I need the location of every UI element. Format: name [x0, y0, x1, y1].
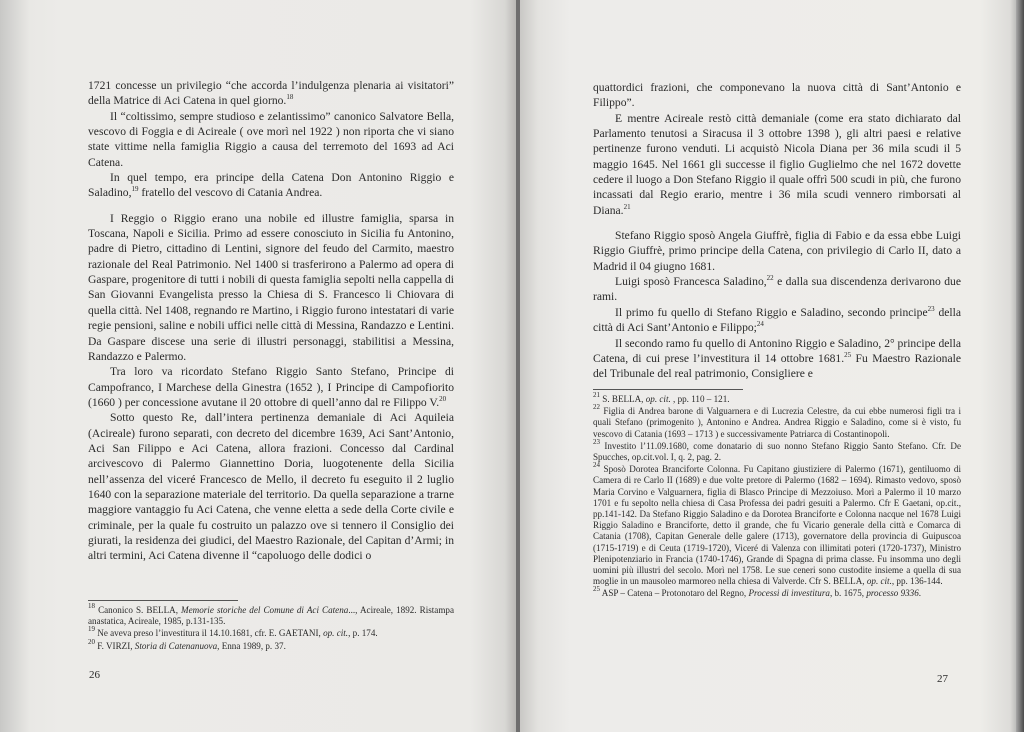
footnote	[88, 625, 454, 639]
right-body-text	[593, 80, 961, 382]
italic-title: Memorie storiche del Comune di Aci Catena	[181, 605, 349, 615]
note-ref: 21	[593, 391, 600, 399]
paragraph	[593, 111, 961, 218]
text-run: quattordici frazioni, che componevano la nuova città di Sant’Antonio e Filippo”.	[593, 81, 961, 110]
text-run: Figlia di Andrea barone di Valguarnera e di Lucrezia Celestre, da cui ebbe numerosi figli tra i quali Stefano (primogenito ), Antonino e Andrea. Andrea Riggio e Saladino, come si è visto, fu vescovo di Catania (1693 – 1713 ) e successivamente Patriarca di Costantinopoli.	[593, 406, 961, 439]
text-run: .	[918, 588, 922, 599]
note-ref: 23	[593, 437, 600, 446]
italic-title: Storia di Catenanuova	[134, 640, 218, 651]
text-run: , Enna 1989, p. 37.	[217, 640, 286, 651]
paragraph	[88, 109, 454, 170]
text-run: Luigi sposò Francesca Saladino,	[615, 275, 767, 289]
right-page	[520, 0, 1016, 732]
text-run: Investito l’11.09.1680, come donatario di suo nonno Stefano Riggio Santo Stefano. Cfr. De Spucches, op.cit.vol. I, q. 2, pag. 2.	[593, 440, 961, 463]
text-run: Fu Maestro Razionale del Tribunale del real patrimonio, Consigliere e	[593, 351, 961, 381]
paragraph	[88, 364, 454, 410]
note-ref: 23	[927, 304, 935, 313]
italic-title: processo 9336	[866, 588, 919, 599]
text-run: e dalla sua discendenza derivarono due rami.	[593, 275, 961, 304]
text-run: I Reggio o Riggio erano una nobile ed illustre famiglia, sparsa in Toscana, Napoli e Sicilia. Primo ad essere conosciuto in Sicilia fu Antonino, padre di Pietro, cittadino di Lentini, signore del feudo del Carmito, maestro razionale del Real Patrimonio. Nel 1400 si trasferirono a Palermo ad opera di Gaspare, progenitore di tutti i nobili di questa famiglia sepolti nella cappella di San Giovanni Evangelista presso la Chiesa di S. Francesco li Chiovara di quella città. Nel 1408, regnando re Martino, i Riggio furono intestatari di varie regie pensioni, saline e nobili uffici nelle città di Messina, Randazzo e Lentini. Da Gaspare discese una serie di illustri personaggi, stabilitisi a Messina, Randazzo e Palermo.	[88, 211, 454, 363]
page-number-right: 27	[937, 673, 948, 685]
text-run: E mentre Acireale restò città demaniale (come era stato dichiarato dal Parlamento tenutosi a Siracusa il 3 ottobre 1398 ), gli altri paesi e relative pertinenze furono venduti. Li acquistò Nicola Diana per 36 mila scudi il 5 maggio 1645. Nel 1661 gli successe il figlio Guglielmo che nel 1672 dovette cedere il luogo a Don Stefano Riggio il quale offrì 500 scudi in più, che furono incassati dal Regio erario, mentre i 36 mila scudi vennero rimborsati al Diana.	[593, 111, 961, 217]
text-run: , b. 1675,	[829, 588, 867, 599]
text-run: Sposò Dorotea Branciforte Colonna. Fu Capitano giustiziere di Palermo (1671), gentiluomo di Camera di re Carlo II (1689) e due volte pretore di Palermo (1682 – 1694). Rimasto vedovo, sposò Maria Corvino e Valguarnera, figlia di Blasco Principe di Mezzoiuso. Morì a Palermo il 10 marzo 1701 e fu sepolto nella chiesa di Casa Professa dei padri gesuiti a Palermo. Cfr E Gaetani, op.cit., pp.141-142. Da Stefano Riggio Saladino e da Dorotea Branciforte e Colonna nacque nel 1678 Luigi Riggio Saladino e Branciforte, detto il grande, che fu Vicario generale della città e Comarca di Catania (1708), Capitan Generale delle galere (1713), governatore della provincia di Guipuscoa (1715-1719) e di Ceuta (1719-1720), Viceré di Valenza con illimitati poteri (1720-1737), Ministro Plenipotenziario in Francia (1740-1746), Grande di Spagna di prima classe. Fu insomma uno degli uomini più illustri del secolo. Morì nel 1758. Le sue ceneri sono custodite insieme a quella di sua moglie in un mausoleo marmoreo nella chiesa di Valverde. Cfr S. BELLA,	[593, 464, 961, 587]
text-run: Tra loro va ricordato Stefano Riggio Santo Stefano, Principe di Campofranco, I Marchese della Ginestra (1652 ), I Principe di Campofiorito (1660 ) per concessione avutane il 20 ottobre di quell’anno dal re Filippo V.	[88, 365, 454, 409]
text-run: , pp. 136-144.	[891, 576, 943, 587]
text-run: Il “coltissimo, sempre studioso e zelantissimo” canonico Salvatore Bella, vescovo di Foggia e di Acireale ( ove morì nel 1922 ) non riporta che vi siano state vittime nella famiglia Riggio a causa del terremoto del 1693 ad Aci Catena.	[88, 109, 454, 169]
left-body-text	[88, 78, 454, 564]
paragraph	[593, 228, 961, 274]
note-ref: 24	[756, 320, 764, 329]
right-footnotes	[593, 389, 961, 601]
paragraph	[88, 410, 454, 563]
text-run: 1721 concesse un privilegio “che accorda l’indulgenza plenaria ai visitatori” della Matrice di Aci Catena in quel giorno.	[88, 79, 454, 108]
note-ref: 22	[593, 403, 600, 412]
italic-title: Processi di investitura	[748, 588, 830, 599]
text-run: Il secondo ramo fu quello di Antonino Riggio e Saladino, 2° principe della Catena, di cui prese l’investitura il 14 ottobre 1681.	[593, 336, 961, 365]
right-footnote-list	[593, 391, 961, 600]
page-number-left: 26	[89, 669, 100, 681]
footnote	[593, 585, 961, 599]
left-footnote-list	[88, 602, 454, 652]
footnote-rule	[88, 600, 238, 601]
note-ref: 22	[766, 274, 774, 283]
page-edge	[1016, 0, 1024, 732]
paragraph	[593, 336, 961, 382]
paragraph	[88, 78, 454, 109]
note-ref: 19	[131, 185, 139, 194]
footnote	[88, 602, 454, 627]
footnote	[593, 391, 961, 405]
text-run: Stefano Riggio sposò Angela Giuffrè, figlia di Fabio e da essa ebbe Luigi Riggio Giuffrè, primo principe della Catena, con privilegio di Carlo II, dato a Madrid il 04 giugno 1681.	[593, 229, 961, 273]
italic-title: op. cit.	[323, 628, 349, 639]
note-ref: 24	[593, 461, 600, 470]
text-run: In quel tempo, era principe della Catena Don Antonino Riggio e Saladino,	[88, 171, 454, 200]
text-run: ..., Acireale, 1892. Ristampa anastatica, Acireale, 1985, p.131-135.	[88, 605, 454, 627]
text-run: , pp. 110 – 121.	[670, 394, 730, 404]
note-ref: 20	[439, 394, 447, 403]
note-ref: 21	[623, 202, 631, 211]
italic-title: op. cit.	[866, 576, 892, 587]
footnote-rule	[593, 389, 743, 390]
text-run: della città di Aci Sant’Antonio e Filippo;	[593, 305, 961, 335]
text-run: S. BELLA,	[600, 394, 646, 404]
paragraph	[593, 274, 961, 305]
text-run: Sotto questo Re, dall’intera pertinenza demaniale di Aci Aquileia (Acireale) furono separati, con decreto del dicembre 1639, Aci Sant’Antonio, Aci San Filippo e Aci Catena, allora frazioni. Concesso dal Cardinal arcivescovo di Palermo Giannettino Doria, luogotenente della Sicilia nell’assenza del viceré Francesco de Mello, il decreto fu eseguito il 2 luglio 1640 con la separazione materiale del territorio. Da quella separazione a trarne maggiore vantaggio fu Aci Catena, che venne eletta a sede della Corte civile e criminale, per la quale fu costruito un palazzo ove si tennero il Consiglio dei giurati, la residenza dei giudici, del Maestro Razionale, del Capitan d’Armi; in altri termini, Aci Catena divenne il “capoluogo delle dodici o	[88, 411, 454, 563]
text-run: , p. 174.	[348, 628, 378, 639]
note-ref: 18	[286, 93, 294, 102]
footnote	[593, 437, 961, 463]
note-ref: 20	[88, 637, 95, 646]
paragraph	[88, 170, 454, 201]
note-ref: 18	[88, 602, 95, 610]
text-run: Il primo fu quello di Stefano Riggio e Saladino, secondo principe	[615, 305, 928, 319]
paragraph	[593, 305, 961, 336]
paragraph	[88, 211, 454, 364]
italic-title: op. cit.	[645, 394, 671, 404]
text-run: Ne aveva preso l’investitura il 14.10.1681, cfr. E. GAETANI,	[95, 628, 324, 639]
note-ref: 19	[88, 625, 95, 634]
text-run: Canonico S. BELLA,	[95, 605, 182, 615]
paragraph	[593, 80, 961, 111]
note-ref: 25	[844, 350, 852, 359]
text-run: F. VIRZI,	[95, 640, 135, 651]
footnote	[593, 403, 961, 440]
footnote	[88, 637, 454, 652]
text-run: ASP – Catena – Protonotaro del Regno,	[600, 588, 749, 599]
footnote	[593, 461, 961, 587]
note-ref: 25	[593, 585, 600, 594]
left-footnotes	[88, 600, 454, 653]
text-run: fratello del vescovo di Catania Andrea.	[138, 186, 323, 200]
